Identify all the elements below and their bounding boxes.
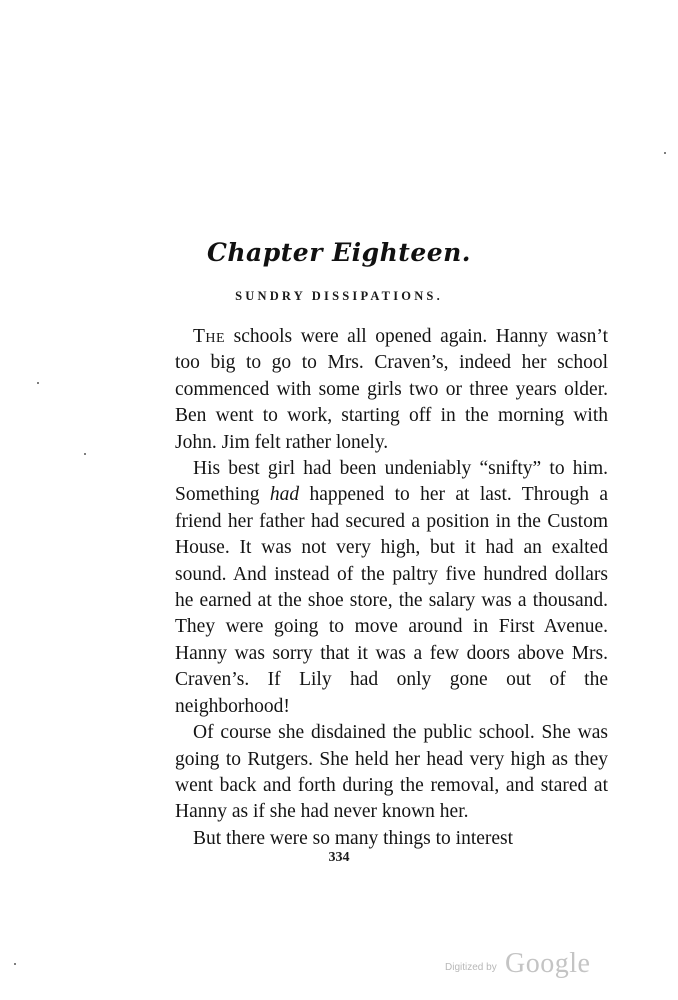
paragraph: But there were so many things to interest xyxy=(193,827,514,849)
paragraph-text: His best girl had been undeniably “snifty” to him. Something xyxy=(175,458,608,506)
paragraph xyxy=(175,456,608,720)
emphasized-word: had xyxy=(269,484,300,506)
paragraph-text: schools were all opened again. Hanny wasn’t too big to go to Mrs. Craven’s, indeed her school commenced with some girls two or three years older. Ben went to work, starting off in the morning with John. Jim felt rather lonely. xyxy=(175,326,608,453)
body-text xyxy=(175,324,608,852)
chapter-subtitle: SUNDRY DISSIPATIONS. xyxy=(235,289,443,303)
scan-speck xyxy=(37,382,39,384)
scan-speck xyxy=(14,963,16,965)
watermark-prefix: Digitized by xyxy=(445,962,497,973)
paragraph-lead-word: The xyxy=(193,326,226,347)
paragraph xyxy=(175,324,608,456)
chapter-title: Chapter Eighteen. xyxy=(206,238,472,267)
scan-speck xyxy=(664,152,666,154)
page-number: 334 xyxy=(328,850,350,865)
paragraph-text: happened to her at last. Through a friend her father had secured a position in the Custom House. It was not very high, but it had an exalted sound. And instead of the paltry five hundred dollars he earned at the shoe store, the salary was a thousand. They were going to move around in First Avenue. Hanny was sorry that it was a few doors above Mrs. Craven’s. If Lily had only gone out of the neighborhood! xyxy=(175,484,608,717)
google-logo: Google xyxy=(505,948,591,979)
scan-speck xyxy=(84,453,86,455)
digitization-watermark xyxy=(445,948,665,984)
paragraph: Of course she disdained the public school. She was going to Rutgers. She held her head very high as they went back and forth during the removal, and stared at Hanny as if she had never known her. xyxy=(175,722,608,823)
